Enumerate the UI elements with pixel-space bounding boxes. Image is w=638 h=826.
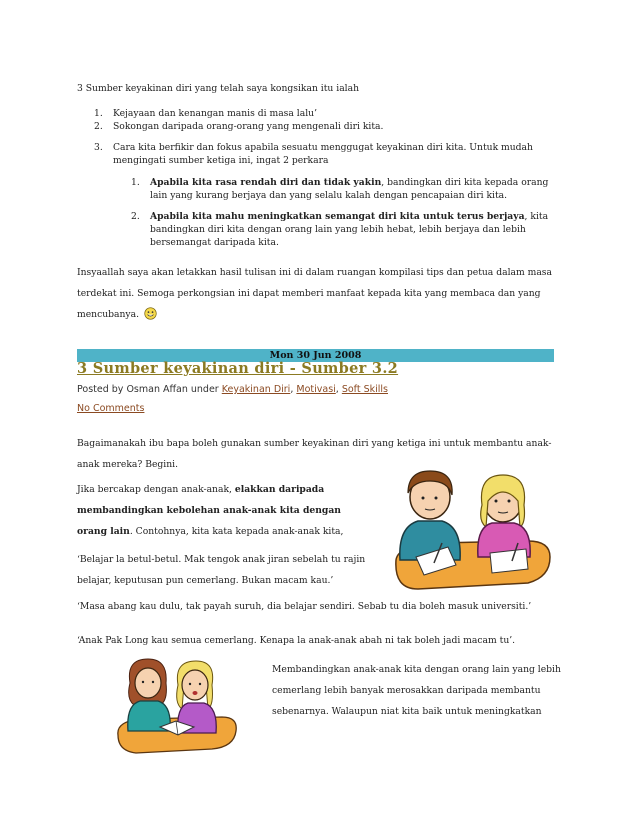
post-date-bar: Mon 30 Jun 2008 xyxy=(77,349,554,362)
category-link[interactable]: Soft Skills xyxy=(341,384,388,395)
body-paragraph: Membandingkan anak-anak kita dengan orang lain yang lebih cemerlang lebih banyak merosakkan daripada membantu sebenarnya. Walaupun niat kita baik untuk meningkatkan xyxy=(272,664,561,717)
sub-list xyxy=(131,176,571,249)
category-link[interactable]: Motivasi xyxy=(296,384,336,395)
quote: ‘Masa abang kau dulu, tak payah suruh, dia belajar sendiri. Sebab tu dia boleh masuk universiti.’ xyxy=(77,601,532,612)
quote: ‘Anak Pak Long kau semua cemerlang. Kenapa la anak-anak abah ni tak boleh jadi macam tu’. xyxy=(77,635,516,646)
students-talking-clipart xyxy=(112,655,242,755)
list-item: 1. Apabila kita rasa rendah diri dan tidak yakin, bandingkan diri kita kepada orang lain yang kurang berjaya dan yang selalu kalah dengan pencapaian diri kita. xyxy=(131,177,549,201)
body-paragraph: Jika bercakap dengan anak-anak, elakkan daripada membandingkan kebolehan anak-anak kita dengan orang lain. Contohnya, kita kata kepada anak-anak kita, xyxy=(77,484,344,537)
category-link[interactable]: Keyakinan Diri xyxy=(221,384,291,395)
list-item: 1. Kejayaan dan kenangan manis di masa lalu’ xyxy=(94,108,317,119)
main-list xyxy=(94,107,564,167)
quote: ‘Belajar la betul-betul. Mak tengok anak jiran sebelah tu rajin belajar, keputusan pun cemerlang. Bukan macam kau.’ xyxy=(77,554,366,586)
students-writing-clipart xyxy=(378,465,558,600)
body-paragraph: Bagaimanakah ibu bapa boleh gunakan sumber keyakinan diri yang ketiga ini untuk membantu anak- anak mereka? Begini. xyxy=(77,438,552,470)
post-title[interactable]: 3 Sumber keyakinan diri - Sumber 3.2 xyxy=(77,360,399,377)
list-item: 2. Apabila kita mahu meningkatkan semangat diri kita untuk terus berjaya, kita bandingkan diri kita dengan orang lain yang lebih hebat, lebih berjaya dan lebih bersemangat daripada kita. xyxy=(131,211,549,248)
post-meta: Posted by Osman Affan under Keyakinan Diri, Motivasi, Soft Skills xyxy=(77,384,388,395)
comments-link[interactable]: No Comments xyxy=(77,403,145,414)
smiley-icon xyxy=(144,307,157,320)
list-item: 3. Cara kita berfikir dan fokus apabila sesuatu menggugat keyakinan diri kita. Untuk mudah mengingati sumber ketiga ini, ingat 2 perkara xyxy=(94,142,533,166)
list-item: 2. Sokongan daripada orang-orang yang mengenali diri kita. xyxy=(94,121,384,132)
closing-paragraph: Insyaallah saya akan letakkan hasil tulisan ini di dalam ruangan kompilasi tips dan petua dalam masa terdekat ini. Semoga perkongsian ini dapat memberi manfaat kepada kita yang membaca dan yang mencubanya. xyxy=(77,267,552,320)
intro-text: 3 Sumber keyakinan diri yang telah saya kongsikan itu ialah xyxy=(77,83,359,94)
